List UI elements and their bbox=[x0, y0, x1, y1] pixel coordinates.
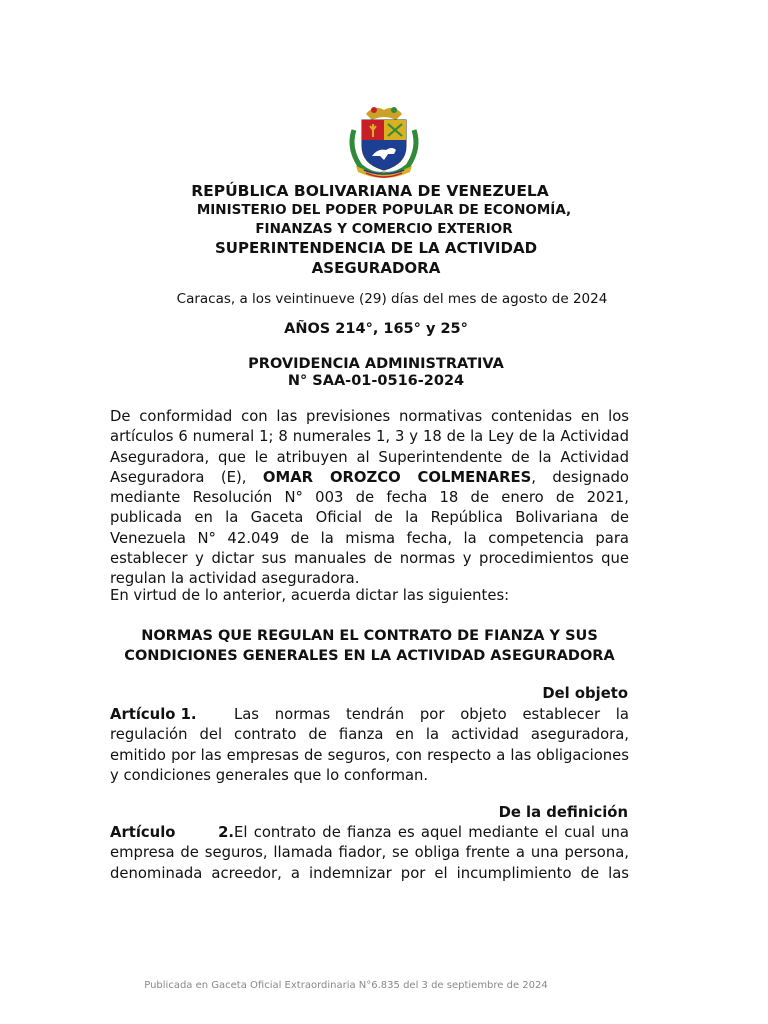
article-2-label: Artículo 2. bbox=[110, 824, 234, 841]
article-1 bbox=[110, 705, 629, 786]
providencia-heading bbox=[0, 356, 760, 390]
coat-of-arms-icon bbox=[344, 100, 424, 180]
agency-line-1: SUPERINTENDENCIA DE LA ACTIVIDAD bbox=[214, 239, 538, 257]
superintendent-name: OMAR OROZCO COLMENARES bbox=[262, 468, 532, 486]
article-1-heading: Del objeto bbox=[542, 685, 628, 702]
years-line: AÑOS 214°, 165° y 25° bbox=[284, 321, 468, 337]
ministry-heading bbox=[0, 201, 768, 239]
article-1-text: Las normas tendrán por objeto establecer la regulación del contrato de fianza en la actividad aseguradora, emitido por las empresas de seguros, con respecto a las obligaciones y condiciones generales que lo conforman. bbox=[110, 706, 629, 784]
dateline: Caracas, a los veintinueve (29) días del mes de agosto de 2024 bbox=[176, 291, 608, 307]
article-2-heading: De la definición bbox=[498, 804, 628, 821]
intro-text-after: , designado mediante Resolución N° 003 de fecha 18 de enero de 2021, publicada en la Gaceta Oficial de la República Bolivariana de Venezuela N° 42.049 de la misma fecha, la competencia para establecer y dictar sus manuales de normas y procedimientos que regulan la actividad aseguradora. bbox=[110, 468, 629, 588]
article-1-label: Artículo 1. bbox=[110, 706, 197, 723]
agency-heading bbox=[0, 238, 760, 278]
norms-title-line-1: NORMAS QUE REGULAN EL CONTRATO DE FIANZA Y SUS bbox=[141, 628, 598, 644]
agency-line-2: ASEGURADORA bbox=[311, 259, 441, 277]
article-2 bbox=[110, 823, 629, 884]
providencia-title: PROVIDENCIA ADMINISTRATIVA bbox=[248, 356, 504, 372]
intro-paragraph bbox=[110, 407, 629, 590]
article-2-text: El contrato de fianza es aquel mediante el cual una empresa de seguros, llamada fiador, se obliga frente a una persona, denominada acreedor, a indemnizar por el incumplimiento de las bbox=[110, 824, 629, 882]
publication-footer: Publicada en Gaceta Oficial Extraordinaria N°6.835 del 3 de septiembre de 2024 bbox=[144, 980, 548, 991]
intro-text-before: De conformidad con las previsiones normativas contenidas en los artículos 6 numeral 1; 8 numerales 1, 3 y 18 de la Ley de la Actividad Aseguradora, que le atribuyen al Superintendente de la Actividad Aseguradora (E), bbox=[110, 408, 629, 486]
norms-title bbox=[110, 626, 629, 666]
virtud-paragraph: En virtud de lo anterior, acuerda dictar las siguientes: bbox=[110, 587, 510, 604]
republic-heading: REPÚBLICA BOLIVARIANA DE VENEZUELA bbox=[191, 182, 549, 200]
ministry-line-2: FINANZAS Y COMERCIO EXTERIOR bbox=[255, 221, 513, 237]
norms-title-line-2: CONDICIONES GENERALES EN LA ACTIVIDAD ASEGURADORA bbox=[124, 648, 615, 664]
ministry-line-1: MINISTERIO DEL PODER POPULAR DE ECONOMÍA, bbox=[196, 202, 572, 218]
providencia-number: N° SAA-01-0516-2024 bbox=[287, 373, 465, 389]
